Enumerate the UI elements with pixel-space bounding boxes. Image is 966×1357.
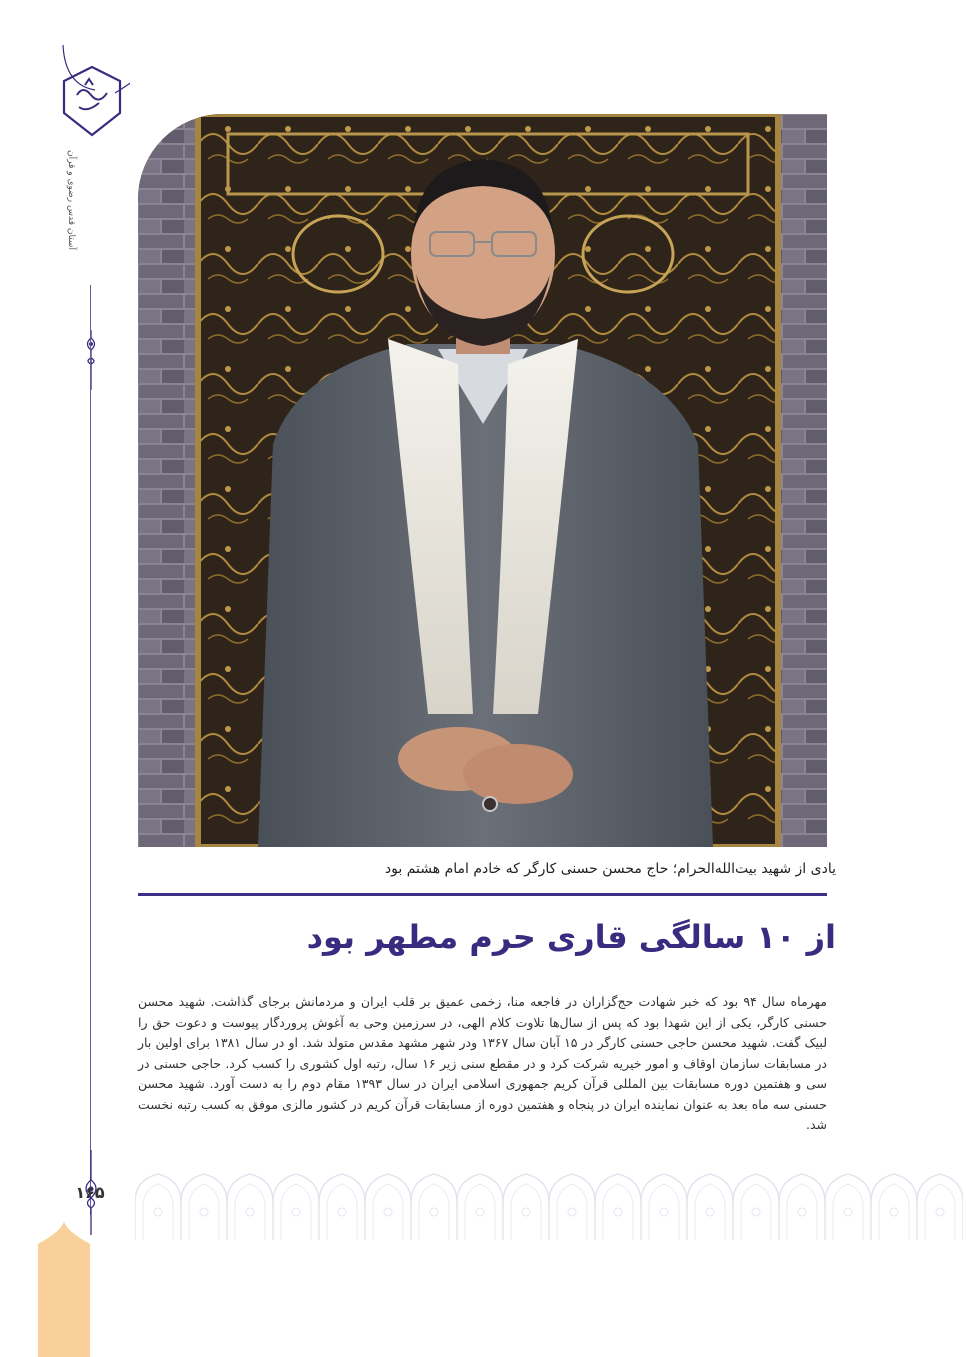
sidebar <box>0 0 140 1357</box>
sidebar-divider-line <box>90 285 91 1215</box>
calligraphy-logo-icon <box>55 45 130 140</box>
page-number: ۱۶۵ <box>75 1183 105 1202</box>
title-divider <box>138 893 827 896</box>
sidebar-vertical-text: آستان قدس رضوی و قرآن <box>66 150 76 250</box>
article-headline: از ۱۰ سالگی قاری حرم مطهر بود <box>306 918 836 956</box>
article-body: مهرماه سال ۹۴ بود که خبر شهادت حج‌گزاران در فاجعه منا، زخمی عمیق بر قلب ایران و مردمانش برجای گذاشت. شهید محسن حسنی کارگر، یکی از این شهدا بود که پس از سال‌ها تلاوت کلام الهی، در سرزمین وحی به آغوش پروردگار پیوست و دعوت حق را لبیک گفت. شهید محسن حاجی حسنی کارگر در ۱۵ آبان سال ۱۳۶۷ ودر شهر مشهد مقدس متولد شد. او در سال ۱۳۸۱ برای اولین بار در مسابقات سازمان اوقاف و امور خیریه شرکت کرد و در مقطع سنی زیر ۱۶ سال، رتبه اول کشوری را کسب کرد. حاجی حسنی در سی و هفتمین دوره مسابقات بین المللی قرآن کریم جمهوری اسلامی ایران در سال ۱۳۹۳ مقام دوم را به دست آورد. شهید محسن حسنی سه ماه بعد به عنوان نماینده ایران در پنجاه و هفتمین دوره از مسابقات قرآن کریم در کشور مالزی موفق به کسب رتبه نخست شد. <box>138 994 828 1132</box>
page-tab <box>38 1222 90 1357</box>
decorative-pattern <box>135 1172 963 1240</box>
finial-ornament-icon <box>80 330 102 390</box>
article-subtitle: یادی از شهید بیت‌الله‌الحرام؛ حاج محسن حسنی کارگر که خادم امام هشتم بود <box>384 861 836 877</box>
portrait-photo <box>138 114 827 847</box>
